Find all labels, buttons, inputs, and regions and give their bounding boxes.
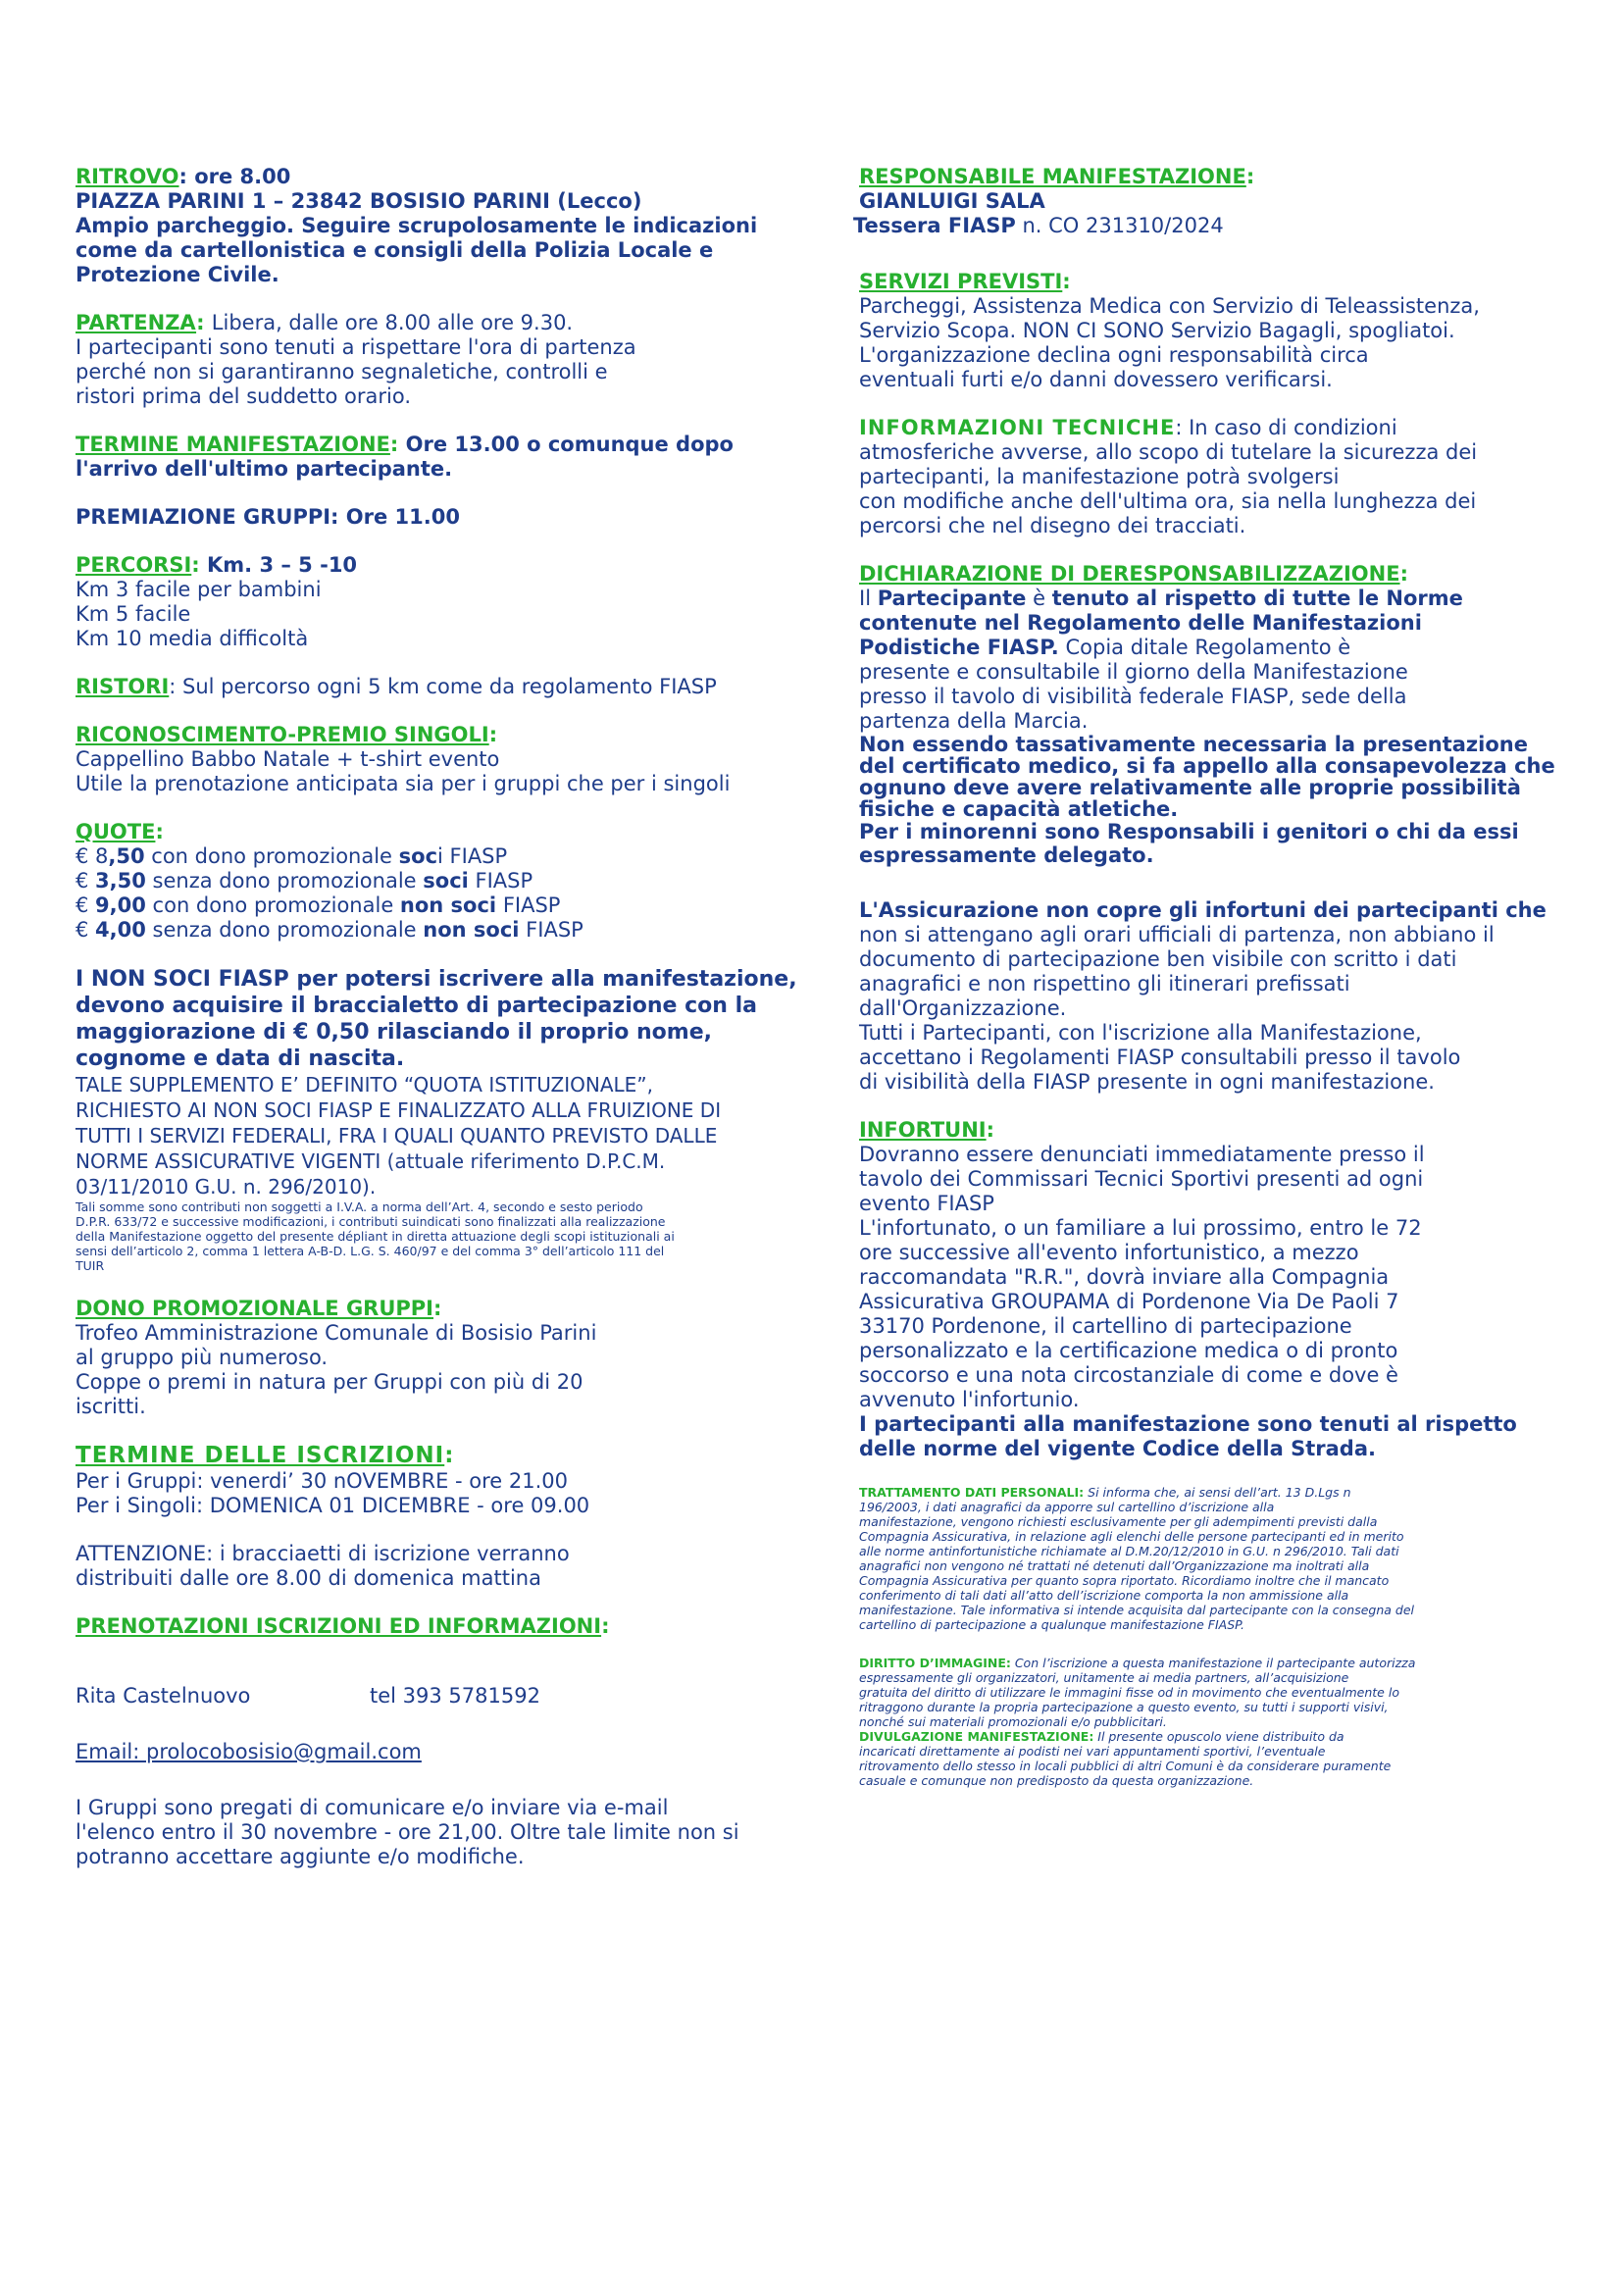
info-tecniche-line: percorsi che nel disegno dei tracciati. <box>859 514 1246 537</box>
info-tecniche-line: partecipanti, la manifestazione potrà svolgersi <box>859 465 1340 488</box>
tessera-value: n. CO 231310/2024 <box>1015 214 1224 237</box>
info-tecniche-line: con modifiche anche dell'ultima ora, sia nella lunghezza dei <box>859 489 1477 513</box>
trattamento-label: TRATTAMENTO DATI PERSONALI: <box>859 1485 1085 1500</box>
infortuni-line: ore successive all'evento infortunistico, a mezzo <box>859 1241 1359 1264</box>
divulgazione-line: casuale e comunque non predisposto da questa organizzazione. <box>859 1773 1254 1788</box>
non-soci-note: D.P.R. 633/72 e successive modificazioni, i contributi suindicati sono finalizzati alla realizzazione <box>76 1214 666 1229</box>
quote-item <box>76 844 801 869</box>
non-soci-bold-line: cognome e data di nascita. <box>76 1046 405 1071</box>
partenza-section <box>76 311 801 409</box>
prenotazioni-line: l'elenco entro il 30 novembre - ore 21,00. Oltre tale limite non si <box>76 1820 739 1844</box>
infortuni-bold-line: delle norme del vigente Codice della Strada. <box>859 1437 1376 1460</box>
left-column <box>76 165 801 1869</box>
termine-manifestazione-label: TERMINE MANIFESTAZIONE <box>76 433 390 456</box>
quote-desc: con dono promozionale <box>145 893 400 917</box>
dono-gruppi-line: Trofeo Amministrazione Comunale di Bosisio Parini <box>76 1321 597 1345</box>
servizi-section <box>859 270 1546 392</box>
trattamento-line: manifestazione. Tale informativa si intende acquisita dal partecipante con la consegna del <box>859 1603 1414 1617</box>
premiazione-section <box>76 505 801 530</box>
servizi-label: SERVIZI PREVISTI <box>859 270 1063 293</box>
ritrovo-line: Protezione Civile. <box>76 263 279 286</box>
assicurazione-bold: L'Assicurazione non copre gli infortuni dei partecipanti che <box>859 898 1547 922</box>
prenotazioni-line: potranno accettare aggiunte e/o modifiche. <box>76 1845 525 1868</box>
quote-end: FIASP <box>496 893 561 917</box>
percorsi-line: Km 3 facile per bambini <box>76 578 322 601</box>
trattamento-first: Si informa che, ai sensi dell’art. 13 D.Lgs n <box>1084 1485 1351 1500</box>
riconoscimento-label: RICONOSCIMENTO-PREMIO SINGOLI <box>76 723 489 746</box>
percorsi-label: PERCORSI <box>76 553 192 577</box>
ritrovo-time: : ore 8.00 <box>178 165 291 188</box>
dono-gruppi-colon: : <box>433 1297 442 1320</box>
percorsi-line: Km 10 media difficoltà <box>76 627 309 650</box>
dichiarazione-line: partenza della Marcia. <box>859 709 1089 733</box>
riconoscimento-section <box>76 723 801 796</box>
percorsi-value: Km. 3 – 5 -10 <box>207 553 358 577</box>
dono-gruppi-line: Coppe o premi in natura per Gruppi con più di 20 <box>76 1370 583 1394</box>
dichiarazione-bold-line: espressamente delegato. <box>859 843 1154 867</box>
dichiarazione-colon: : <box>1399 562 1408 586</box>
ristori-text: : Sul percorso ogni 5 km come da regolamento FIASP <box>169 675 717 698</box>
partenza-colon: : <box>196 311 212 334</box>
non-soci-bold-line: maggiorazione di € 0,50 rilasciando il proprio nome, <box>76 1020 712 1045</box>
percorsi-section <box>76 553 801 651</box>
trattamento-line: manifestazione, vengono richiesti esclusivamente per gli adempimenti previsti dalla <box>859 1514 1378 1529</box>
divulgazione-section <box>859 1729 1546 1788</box>
quote-price: ,50 <box>108 844 145 868</box>
ristori-section <box>76 675 801 699</box>
quote-desc: con dono promozionale <box>144 844 399 868</box>
info-tecniche-label: INFORMAZIONI TECNICHE <box>859 416 1176 439</box>
responsabile-section <box>853 165 1546 238</box>
quote-pre: € <box>76 893 96 917</box>
dichiarazione-bold-line: Non essendo tassativamente necessaria la presentazione <box>859 733 1528 756</box>
contact-row <box>76 1684 801 1709</box>
dichiarazione-l1d: tenuto al rispetto di tutte le Norme <box>1051 587 1463 610</box>
divulgazione-first: Il presente opuscolo viene distribuito da <box>1093 1729 1344 1744</box>
quote-price: 9,00 <box>95 893 146 917</box>
diritto-label: DIRITTO D’IMMAGINE: <box>859 1656 1011 1670</box>
termine-iscrizioni-line: Per i Gruppi: venerdi’ 30 nOVEMBRE - ore 21.00 <box>76 1469 569 1493</box>
diritto-line: nonché sui materiali promozionali e/o pubblicitari. <box>859 1714 1167 1729</box>
termine-manifestazione-second: l'arrivo dell'ultimo partecipante. <box>76 457 453 481</box>
infortuni-line: personalizzato e la certificazione medica o di pronto <box>859 1339 1398 1362</box>
trattamento-line: conferimento di tali dati all’atto dell’iscrizione comporta la non ammissione alla <box>859 1588 1349 1603</box>
infortuni-section <box>859 1118 1546 1461</box>
dichiarazione-line: presso il tavolo di visibilità federale FIASP, sede della <box>859 685 1407 708</box>
termine-iscrizioni-label: TERMINE DELLE ISCRIZIONI <box>76 1443 445 1468</box>
percorsi-line: Km 5 facile <box>76 602 191 626</box>
partenza-first: Libera, dalle ore 8.00 alle ore 9.30. <box>211 311 574 334</box>
partenza-line: perché non si garantiranno segnaletiche, controlli e <box>76 360 608 383</box>
assicurazione-line: accettano i Regolamenti FIASP consultabili presso il tavolo <box>859 1046 1461 1069</box>
partenza-line: I partecipanti sono tenuti a rispettare l'ora di partenza <box>76 335 636 359</box>
dono-gruppi-label: DONO PROMOZIONALE GRUPPI <box>76 1297 433 1320</box>
trattamento-line: cartellino di partecipazione a qualunque manifestazione FIASP. <box>859 1617 1244 1632</box>
infortuni-line: avvenuto l'infortunio. <box>859 1388 1080 1411</box>
quote-pre: € <box>76 869 96 893</box>
ritrovo-line: Ampio parcheggio. Seguire scrupolosamente le indicazioni <box>76 214 758 237</box>
dono-gruppi-line: al gruppo più numeroso. <box>76 1346 329 1369</box>
divulgazione-line: incaricati direttamente ai podisti nei vari appuntamenti sportivi, l’eventuale <box>859 1744 1326 1759</box>
trattamento-line: Compagnia Assicurativa per quanto sopra riportato. Ricordiamo inoltre che il mancato <box>859 1573 1390 1588</box>
dono-gruppi-section <box>76 1297 801 1419</box>
assicurazione-line: documento di partecipazione ben visibile con scritto i dati <box>859 947 1457 971</box>
servizi-line: eventuali furti e/o danni dovessero verificarsi. <box>859 368 1333 391</box>
quote-section <box>76 820 801 943</box>
dichiarazione-l3b: Copia ditale Regolamento è <box>1058 636 1351 659</box>
diritto-line: ritraggono durante la propria partecipazione a questo evento, su tutti i supporti visivi, <box>859 1700 1389 1714</box>
non-soci-note: della Manifestazione oggetto del presente dépliant in diretta attuazione degli scopi istituzionali ai <box>76 1229 675 1244</box>
contact-name: Rita Castelnuovo <box>76 1684 251 1708</box>
responsabile-colon: : <box>1245 165 1255 188</box>
infortuni-line: Dovranno essere denunciati immediatamente presso il <box>859 1143 1425 1166</box>
right-column <box>853 165 1555 1788</box>
trattamento-section <box>859 1485 1546 1632</box>
quote-end: i FIASP <box>437 844 508 868</box>
trattamento-line: Compagnia Assicurativa, in relazione agli elenchi delle persone partecipanti ed in merito <box>859 1529 1404 1544</box>
riconoscimento-line: Cappellino Babbo Natale + t-shirt evento <box>76 747 500 771</box>
non-soci-note: TUIR <box>76 1258 105 1273</box>
trattamento-line: anagrafici non vengono né trattati né detenuti dall’Organizzazione ma inoltrati alla <box>859 1558 1370 1573</box>
quote-price: 3,50 <box>95 869 146 893</box>
quote-item <box>76 869 801 893</box>
servizi-line: Parcheggi, Assistenza Medica con Servizio di Teleassistenza, <box>859 294 1480 318</box>
dichiarazione-line: presente e consultabile il giorno della Manifestazione <box>859 660 1408 684</box>
contact-email-link[interactable]: Email: prolocobosisio@gmail.com <box>76 1740 422 1763</box>
non-soci-line: RICHIESTO AI NON SOCI FIASP E FINALIZZATO ALLA FRUIZIONE DI <box>76 1098 722 1122</box>
non-soci-line: 03/11/2010 G.U. n. 296/2010). <box>76 1175 377 1199</box>
termine-iscrizioni-colon: : <box>444 1443 455 1468</box>
servizi-line: Servizio Scopa. NON CI SONO Servizio Bagagli, spogliatoi. <box>859 319 1455 342</box>
quote-end: FIASP <box>519 918 583 942</box>
non-soci-line: TALE SUPPLEMENTO E’ DEFINITO “QUOTA ISTITUZIONALE”, <box>76 1073 654 1097</box>
tessera-label: Tessera FIASP <box>853 214 1016 237</box>
infortuni-line: evento FIASP <box>859 1192 994 1215</box>
responsabile-name: GIANLUIGI SALA <box>859 189 1045 213</box>
prenotazioni-colon: : <box>601 1614 610 1638</box>
quote-pre: € <box>76 918 96 942</box>
quote-colon: : <box>155 820 164 843</box>
dichiarazione-label: DICHIARAZIONE DI DERESPONSABILIZZAZIONE <box>859 562 1400 586</box>
attenzione-line: ATTENZIONE: i bracciaetti di iscrizione verranno <box>76 1542 570 1565</box>
infortuni-line: Assicurativa GROUPAMA di Pordenone Via De Paoli 7 <box>859 1290 1399 1313</box>
prenotazioni-section <box>76 1614 801 1869</box>
infortuni-label: INFORTUNI <box>859 1118 987 1142</box>
assicurazione-line: di visibilità della FIASP presente in ogni manifestazione. <box>859 1070 1435 1094</box>
info-tecniche-line: atmosferiche avverse, allo scopo di tutelare la sicurezza dei <box>859 440 1478 464</box>
prenotazioni-label: PRENOTAZIONI ISCRIZIONI ED INFORMAZIONI <box>76 1614 602 1638</box>
termine-manifestazione-colon: : <box>389 433 406 456</box>
infortuni-line: L'infortunato, o un familiare a lui prossimo, entro le 72 <box>859 1216 1422 1240</box>
dichiarazione-section <box>859 562 1555 867</box>
premiazione-text: PREMIAZIONE GRUPPI: Ore 11.00 <box>76 505 460 529</box>
infortuni-line: raccomandata "R.R.", dovrà inviare alla Compagnia <box>859 1265 1390 1289</box>
quote-member: soci <box>423 869 469 893</box>
non-soci-bold-line: devono acquisire il braccialetto di partecipazione con la <box>76 994 757 1018</box>
info-tecniche-first: : In caso di condizioni <box>1175 416 1397 439</box>
diritto-first: Con l’iscrizione a questa manifestazione il partecipante autorizza <box>1010 1656 1416 1670</box>
non-soci-line: TUTTI I SERVIZI FEDERALI, FRA I QUALI QUANTO PREVISTO DALLE <box>76 1124 718 1148</box>
termine-manifestazione-section <box>76 433 801 482</box>
infortuni-colon: : <box>986 1118 994 1142</box>
quote-desc: senza dono promozionale <box>145 918 424 942</box>
divulgazione-line: ritrovamento dello stesso in locali pubblici di altri Comuni è da considerare puramente <box>859 1759 1392 1773</box>
dono-gruppi-line: iscritti. <box>76 1395 146 1418</box>
dichiarazione-bold-line: Per i minorenni sono Responsabili i genitori o chi da essi <box>859 820 1519 843</box>
quote-price: 4,00 <box>95 918 146 942</box>
partenza-line: ristori prima del suddetto orario. <box>76 384 411 408</box>
servizi-line: L'organizzazione declina ogni responsabilità circa <box>859 343 1369 367</box>
dichiarazione-l1b: Partecipante <box>877 587 1027 610</box>
dichiarazione-l2: contenute nel Regolamento delle Manifestazioni <box>859 611 1422 635</box>
quote-member: non soci <box>423 918 520 942</box>
assicurazione-line: dall'Organizzazione. <box>859 996 1067 1020</box>
non-soci-line: NORME ASSICURATIVE VIGENTI (attuale riferimento D.P.C.M. <box>76 1149 666 1173</box>
partenza-label: PARTENZA <box>76 311 197 334</box>
riconoscimento-colon: : <box>488 723 498 746</box>
assicurazione-section <box>859 898 1546 1095</box>
riconoscimento-line: Utile la prenotazione anticipata sia per i gruppi che per i singoli <box>76 772 731 795</box>
diritto-line: espressamente gli organizzatori, unitamente ai media partners, all’acquisizione <box>859 1670 1349 1685</box>
quote-label: QUOTE <box>76 820 156 843</box>
contact-phone[interactable]: tel 393 5781592 <box>370 1684 540 1708</box>
percorsi-colon: : <box>191 553 207 577</box>
ritrovo-section <box>76 165 801 287</box>
diritto-line: gratuita del diritto di utilizzare le immagini fisse od in movimento che eventualmente lo <box>859 1685 1399 1700</box>
divulgazione-label: DIVULGAZIONE MANIFESTAZIONE: <box>859 1729 1094 1744</box>
dichiarazione-bold-line: ognuno deve avere relativamente alle proprie possibilità <box>859 776 1521 799</box>
termine-iscrizioni-section <box>76 1443 801 1591</box>
ristori-label: RISTORI <box>76 675 170 698</box>
quote-member: non soci <box>399 893 497 917</box>
dichiarazione-bold-line: fisiche e capacità atletiche. <box>859 797 1179 821</box>
infortuni-line: soccorso e una nota circostanziale di come e dove è <box>859 1363 1398 1387</box>
infortuni-line: 33170 Pordenone, il cartellino di partecipazione <box>859 1314 1352 1338</box>
responsabile-label: RESPONSABILE MANIFESTAZIONE <box>859 165 1246 188</box>
servizi-colon: : <box>1062 270 1071 293</box>
trattamento-line: 196/2003, i dati anagrafici da apporre sul cartellino d’iscrizione alla <box>859 1500 1275 1514</box>
quote-desc: senza dono promozionale <box>145 869 424 893</box>
non-soci-note: Tali somme sono contributi non soggetti a I.V.A. a norma dell’Art. 4, secondo e sesto periodo <box>76 1199 643 1214</box>
ritrovo-line: come da cartellonistica e consigli della Polizia Locale e <box>76 238 714 262</box>
info-tecniche-section <box>859 416 1546 538</box>
dichiarazione-l1c: è <box>1026 587 1052 610</box>
assicurazione-line: anagrafici e non rispettino gli itinerari prefissati <box>859 972 1350 995</box>
quote-end: FIASP <box>468 869 533 893</box>
termine-manifestazione-first: Ore 13.00 o comunque dopo <box>405 433 734 456</box>
dichiarazione-l3a: Podistiche FIASP. <box>859 636 1059 659</box>
quote-item <box>76 893 801 918</box>
ritrovo-line: PIAZZA PARINI 1 – 23842 BOSISIO PARINI (Lecco) <box>76 189 642 213</box>
quote-pre: € 8 <box>76 844 109 868</box>
infortuni-bold-line: I partecipanti alla manifestazione sono tenuti al rispetto <box>859 1412 1517 1436</box>
infortuni-line: tavolo dei Commissari Tecnici Sportivi presenti ad ogni <box>859 1167 1424 1191</box>
termine-iscrizioni-line: Per i Singoli: DOMENICA 01 DICEMBRE - ore 09.00 <box>76 1494 590 1517</box>
attenzione-line: distribuiti dalle ore 8.00 di domenica mattina <box>76 1566 541 1590</box>
quote-item <box>76 918 801 943</box>
dichiarazione-l1a: Il <box>859 587 878 610</box>
quote-member: soc <box>398 844 438 868</box>
assicurazione-line: non si attengano agli orari ufficiali di partenza, non abbiano il <box>859 923 1495 946</box>
assicurazione-line: Tutti i Partecipanti, con l'iscrizione alla Manifestazione, <box>859 1021 1422 1045</box>
trattamento-line: alle norme antinfortunistiche richiamate al D.M.20/12/2010 in G.U. n 296/2010. Tali dati <box>859 1544 1399 1558</box>
dichiarazione-bold-line: del certificato medico, si fa appello alla consapevolezza che <box>859 754 1555 778</box>
non-soci-note: sensi dell’articolo 2, comma 1 lettera A-B-D. L.G. S. 460/97 e del comma 3° dell’articolo 111 del <box>76 1244 665 1258</box>
prenotazioni-line: I Gruppi sono pregati di comunicare e/o inviare via e-mail <box>76 1796 669 1819</box>
non-soci-bold-line: I NON SOCI FIASP per potersi iscrivere alla manifestazione, <box>76 967 797 992</box>
diritto-section <box>859 1656 1546 1729</box>
ritrovo-label: RITROVO <box>76 165 179 188</box>
non-soci-section <box>76 966 801 1273</box>
